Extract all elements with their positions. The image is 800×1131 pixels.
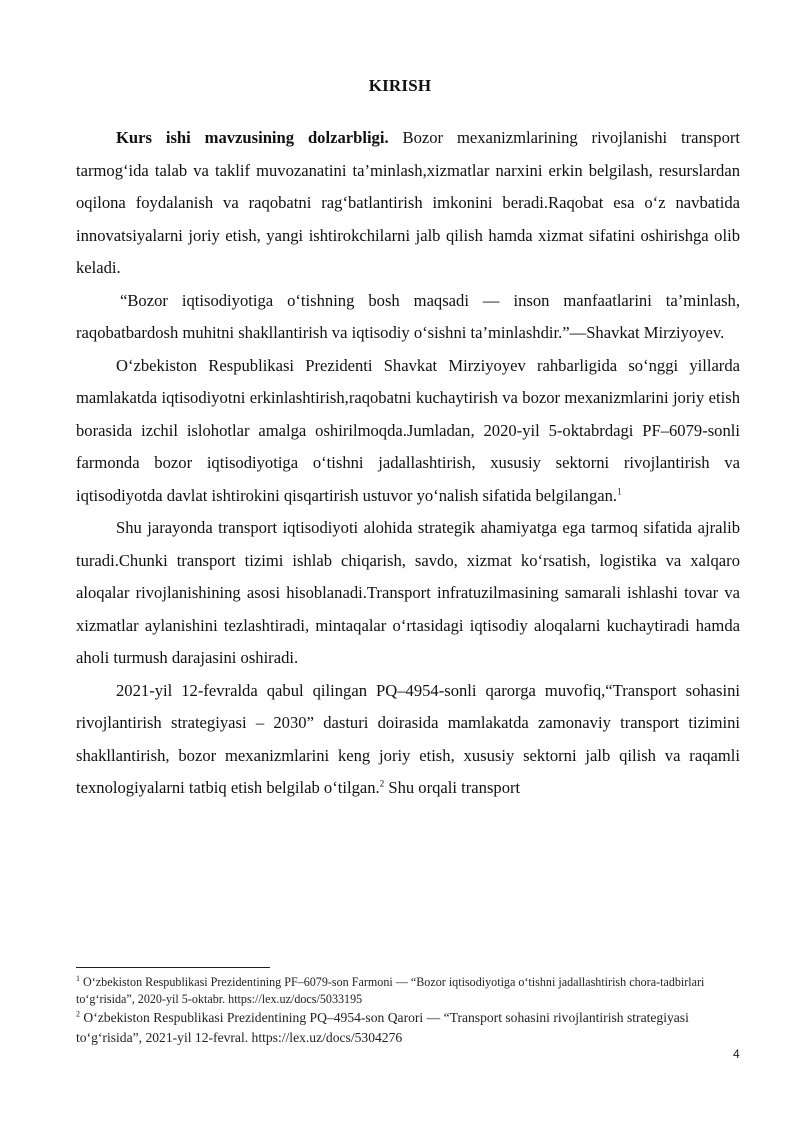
- page-title: KIRISH: [368, 76, 432, 95]
- paragraph-text: 2021-yil 12-fevralda qabul qilingan PQ–4954-sonli qarorga muvofiq,“Transport sohasini rivojlantirish strategiyasi – 2030” dasturi doirasida mamlakatda zamonaviy transport tizimini shakllantirish, bozor mexanizmlarini keng joriy etish, xususiy sektorni jalb qilish va raqamli texnologiyalarni tatbiq etish belgilab o‘tilgan.: [76, 680, 740, 797]
- paragraph-transport-economy: [76, 512, 740, 675]
- quote-text: “Bozor iqtisodiyotiga o‘tishning bosh maqsadi — inson manfaatlarini ta’minlash, raqobatbardosh muhitni shakllantirish va iqtisodiy o‘sishni ta’minlashdir.”—Shavkat Mirziyoyev.: [76, 290, 740, 342]
- paragraph-quote: [76, 285, 740, 350]
- footnote-number: 1: [76, 973, 80, 983]
- footnote-text: O‘zbekiston Respublikasi Prezidentining PQ–4954-son Qarori — “Transport sohasini rivojlantirish strategiyasi to‘g‘risida”, 2021-yil 12-fevral. https://lex.uz/docs/5304276: [76, 1010, 689, 1045]
- paragraph-text-continued: Shu orqali transport: [384, 778, 521, 797]
- paragraph-strategy: [76, 675, 740, 805]
- footnotes: [76, 974, 740, 1048]
- paragraph-text: Shu jarayonda transport iqtisodiyoti alohida strategik ahamiyatga ega tarmoq sifatida ajralib turadi.Chunki transport tizimi ishlab chiqarish, savdo, xizmat ko‘rsatish, logistika va xalqaro aloqalar rivojlanishining asosi hisoblanadi.Transport infratuzilmasining samarali ishlashi tovar va xizmatlar aylanishini tezlashtiradi, mintaqalar o‘rtasidagi iqtisodiy aloqalarni kuchaytiradi hamda aholi turmush darajasini oshiradi.: [76, 518, 740, 667]
- paragraph-reforms: [76, 350, 740, 513]
- footnote-ref-2[interactable]: 2: [379, 778, 385, 789]
- page-number: 4: [733, 1047, 740, 1061]
- paragraph-text: Bozor mexanizmlarining rivojlanishi transport tarmog‘ida talab va taklif muvozanatini ta’minlash,xizmatlar narxini erkin belgilash, resurslardan oqilona foydalanish va raqobatni rag‘batlantirish imkonini beradi.Raqobat esa o‘z navbatida innovatsiyalarni joriy etish, yangi ishtirokchilarni jalb qilish hamda xizmat sifatini oshirishga olib keladi.: [76, 128, 740, 277]
- footnote-1: [76, 974, 740, 1007]
- footnote-ref-1[interactable]: 1: [617, 485, 622, 496]
- footnote-text: O‘zbekiston Respublikasi Prezidentining PF–6079-son Farmoni — “Bozor iqtisodiyotiga o‘tishni jadallashtirish chora-tadbirlari to‘g‘risida”, 2020-yil 5-oktabr. https://lex.uz/docs/5033195: [76, 975, 705, 1006]
- body-text: [76, 122, 740, 805]
- footnote-number: 2: [76, 1009, 80, 1019]
- footnote-separator: [76, 967, 270, 968]
- paragraph-text: O‘zbekiston Respublikasi Prezidenti Shavkat Mirziyoyev rahbarligida so‘nggi yillarda mamlakatda iqtisodiyotni erkinlashtirish,raqobatni kuchaytirish va bozor mexanizmlarini joriy etish borasida izchil islohotlar amalga oshirilmoqda.Jumladan, 2020-yil 5-oktabrdagi PF–6079-sonli farmonda bozor iqtisodiyotiga o‘tishni jadallashtirish, xususiy sektorni rivojlantirish va iqtisodiyotda davlat ishtirokini qisqartirish ustuvor yo‘nalish sifatida belgilangan.: [76, 355, 740, 505]
- footnote-2: [76, 1008, 740, 1048]
- paragraph-relevance: [76, 122, 740, 285]
- paragraph-lead-bold: Kurs ishi mavzusining dolzarbligi.: [116, 128, 389, 147]
